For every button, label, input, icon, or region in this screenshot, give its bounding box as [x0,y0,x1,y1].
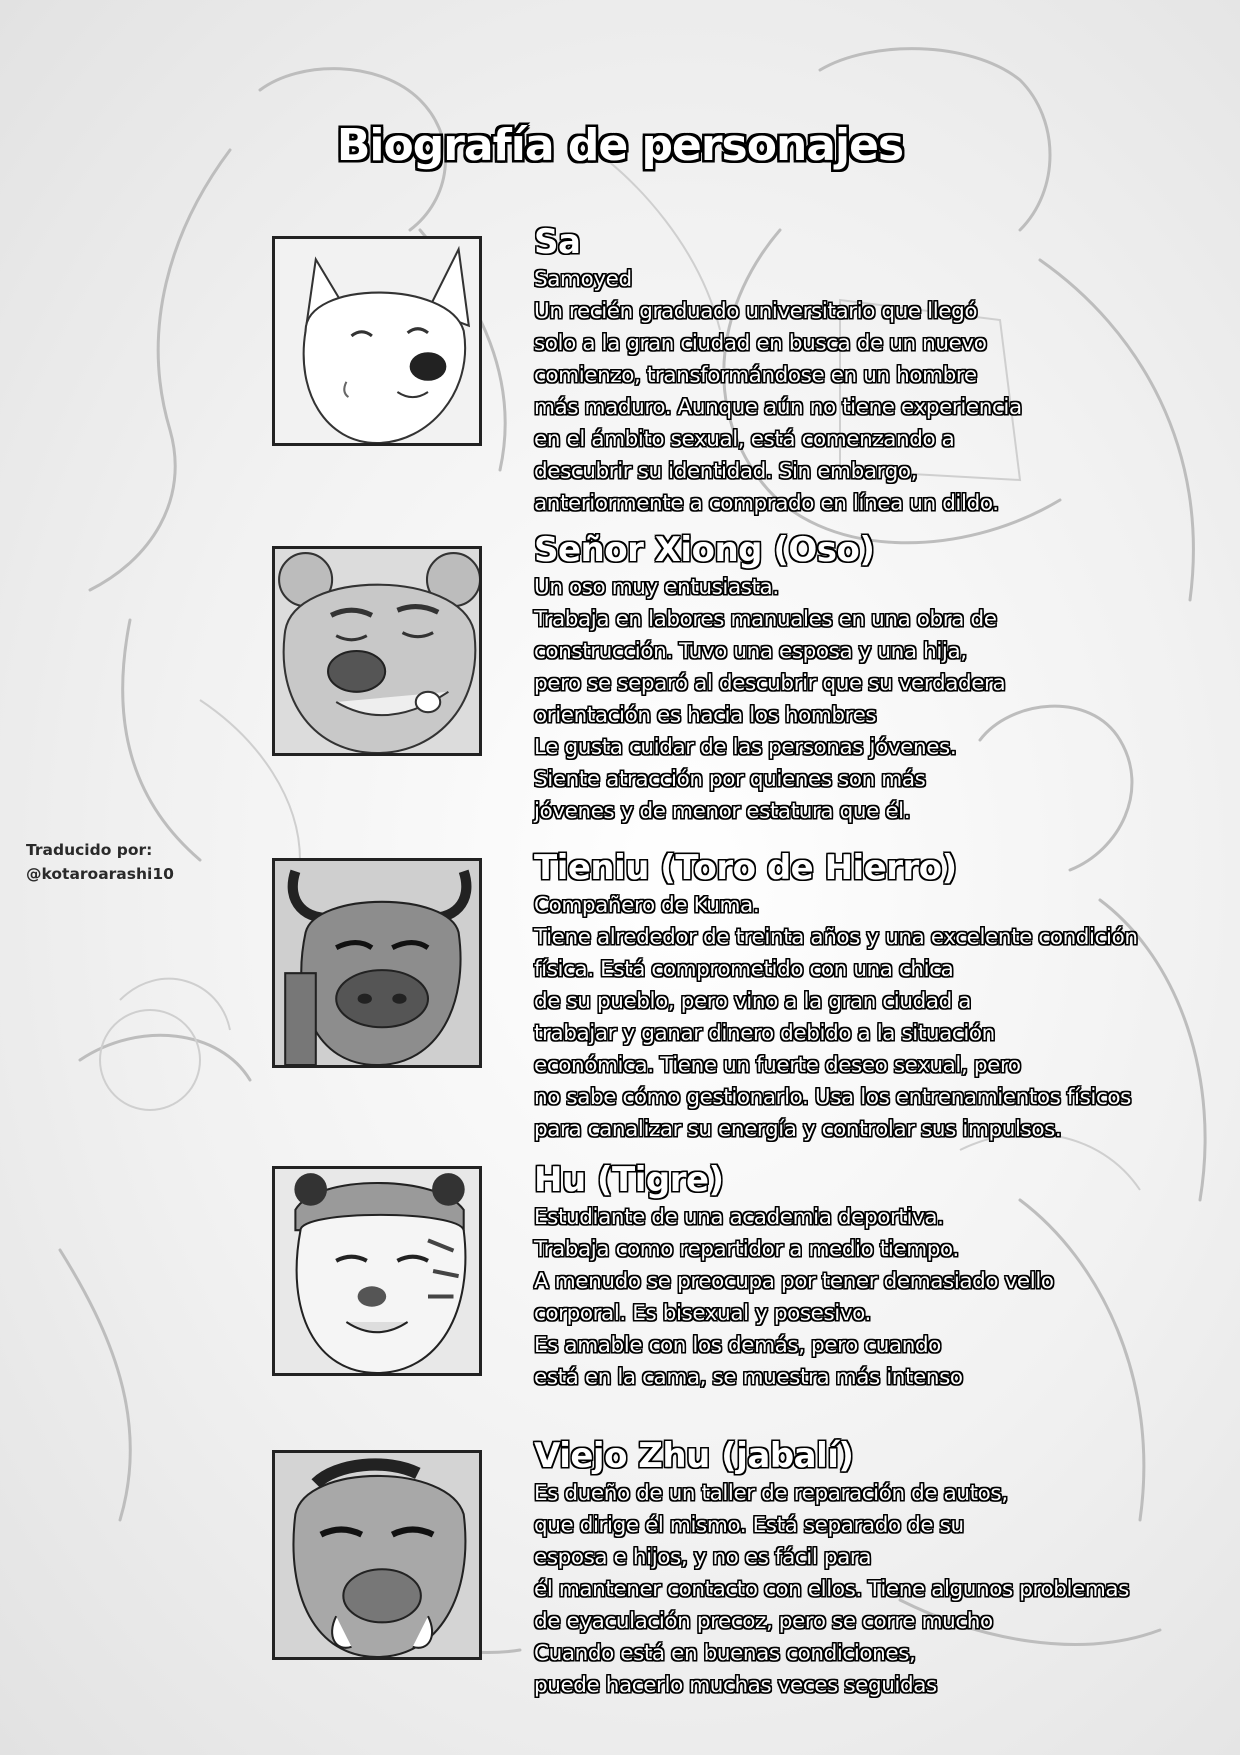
bio-line: jóvenes y de menor estatura que él. [534,799,911,824]
bio-line: corporal. Es bisexual y posesivo. [534,1301,871,1326]
bio-line: pero se separó al descubrir que su verdadera [534,671,1006,696]
bio-line: Es dueño de un taller de reparación de autos, [534,1481,1008,1506]
bio-zhu [534,1436,1234,1702]
bio-line: de su pueblo, pero vino a la gran ciudad a [534,989,972,1014]
character-name: Tieniu (Toro de Hierro) [534,848,957,888]
bio-line: Le gusta cuidar de las personas jóvenes. [534,735,957,760]
character-name: Señor Xiong (Oso) [534,530,875,570]
character-name: Sa [534,222,581,262]
bio-line: A menudo se preocupa por tener demasiado vello [534,1269,1054,1294]
bio-line: esposa e hijos, y no es fácil para [534,1545,872,1570]
bio-line: puede hacerlo muchas veces seguidas [534,1673,937,1698]
credit-label: Traducido por: [26,841,153,859]
bear-face-icon [275,549,479,753]
samoyed-face-icon [275,239,479,443]
bio-line: económica. Tiene un fuerte deseo sexual, pero [534,1053,1021,1078]
bio-line: no sabe cómo gestionarlo. Usa los entrenamientos físicos [534,1085,1131,1110]
bio-line: Trabaja en labores manuales en una obra de [534,607,997,632]
bio-line: construcción. Tuvo una esposa y una hija, [534,639,967,664]
bio-line: para canalizar su energía y controlar sus impulsos. [534,1117,1062,1142]
bio-line: solo a la gran ciudad en busca de un nuevo [534,331,987,356]
portrait-tieniu [272,858,482,1068]
bio-line: Siente atracción por quienes son más [534,767,926,792]
bio-line: física. Está comprometido con una chica [534,957,954,982]
bio-hu [534,1160,1234,1394]
boar-face-icon [275,1453,479,1657]
bio-line: él mantener contacto con ellos. Tiene algunos problemas [534,1577,1129,1602]
credit-handle: @kotaroarashi10 [26,865,174,883]
bio-line: Trabaja como repartidor a medio tiempo. [534,1237,959,1262]
character-name: Hu (Tigre) [534,1160,724,1200]
bio-line: más maduro. Aunque aún no tiene experiencia [534,395,1022,420]
bio-line: comienzo, transformándose en un hombre [534,363,977,388]
portrait-zhu [272,1450,482,1660]
bio-line: trabajar y ganar dinero debido a la situación [534,1021,995,1046]
bio-line: Samoyed [534,267,632,292]
page-title: Biografía de personajes [336,120,904,171]
bio-line: Estudiante de una academia deportiva. [534,1205,944,1230]
bio-line: que dirige él mismo. Está separado de su [534,1513,964,1538]
bio-line: en el ámbito sexual, está comenzando a [534,427,955,452]
bio-xiong [534,530,1234,828]
tiger-face-icon [275,1169,479,1373]
bio-sa [534,222,1234,520]
bio-line: Un recién graduado universitario que llegó [534,299,978,324]
character-name: Viejo Zhu (jabalí) [534,1436,854,1476]
bio-line: anteriormente a comprado en línea un dildo. [534,491,999,516]
bio-line: orientación es hacia los hombres [534,703,877,728]
bio-line: descubrir su identidad. Sin embargo, [534,459,918,484]
bio-line: está en la cama, se muestra más intenso [534,1365,963,1390]
bio-line: Compañero de Kuma. [534,893,760,918]
portrait-xiong [272,546,482,756]
bio-line: Tiene alrededor de treinta años y una excelente condición [534,925,1138,950]
portrait-hu [272,1166,482,1376]
bio-line: Cuando está en buenas condiciones, [534,1641,916,1666]
translator-credit [26,838,174,886]
bio-line: de eyaculación precoz, pero se corre mucho [534,1609,993,1634]
bio-tieniu [534,848,1234,1146]
portrait-sa [272,236,482,446]
bull-face-icon [275,861,479,1065]
bio-line: Es amable con los demás, pero cuando [534,1333,941,1358]
bio-line: Un oso muy entusiasta. [534,575,779,600]
